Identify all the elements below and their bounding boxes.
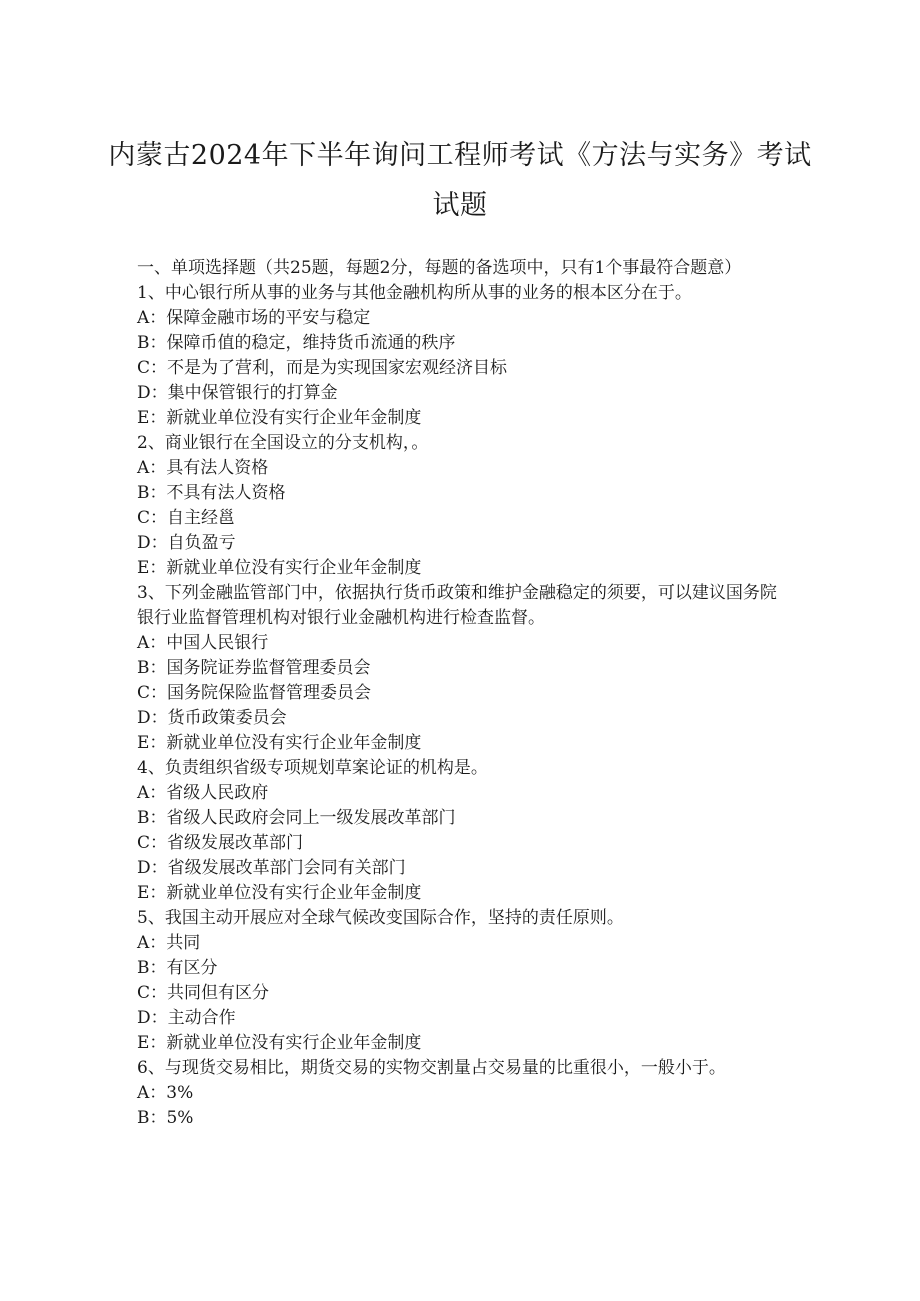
question-2: 2、商业银行在全国设立的分支机构，。 bbox=[137, 433, 429, 453]
option-4d: D：省级发展改革部门会同有关部门 bbox=[137, 858, 406, 878]
option-3a: A：中国人民银行 bbox=[137, 633, 269, 653]
option-5d: D：主动合作 bbox=[137, 1008, 236, 1028]
option-4a: A：省级人民政府 bbox=[137, 783, 269, 803]
question-5: 5、我国主动开展应对全球气候改变国际合作，坚持的责任原则。 bbox=[137, 908, 624, 928]
document-title-continued: 试题 bbox=[432, 190, 488, 221]
option-4c: C：省级发展改革部门 bbox=[137, 833, 304, 853]
option-5a: A：共同 bbox=[137, 933, 201, 953]
question-6: 6、与现货交易相比，期货交易的实物交割量占交易量的比重很小，一般小于。 bbox=[137, 1058, 726, 1078]
option-6a: A：3% bbox=[137, 1083, 194, 1103]
section-heading: 一、单项选择题（共25题，每题2分，每题的备选项中，只有1个事最符合题意） bbox=[137, 258, 742, 278]
option-3d: D：货币政策委员会 bbox=[137, 708, 287, 728]
option-1b: B：保障币值的稳定，维持货币流通的秩序 bbox=[137, 333, 456, 353]
question-1: 1、中心银行所从事的业务与其他金融机构所从事的业务的根本区分在于。 bbox=[137, 283, 692, 303]
question-3: 3、下列金融监管部门中，依据执行货币政策和维护金融稳定的须要，可以建议国务院银行业监督管理机构对银行业金融机构进行检查监督。 bbox=[137, 583, 777, 628]
option-5e: E：新就业单位没有实行企业年金制度 bbox=[137, 1033, 422, 1053]
option-2a: A：具有法人资格 bbox=[137, 458, 269, 478]
option-4e: E：新就业单位没有实行企业年金制度 bbox=[137, 883, 422, 903]
option-1d: D：集中保管银行的打算金 bbox=[137, 383, 338, 403]
question-4: 4、负责组织省级专项规划草案论证的机构是。 bbox=[137, 758, 488, 778]
option-1e: E：新就业单位没有实行企业年金制度 bbox=[137, 408, 422, 428]
option-5b: B：有区分 bbox=[137, 958, 218, 978]
document-title: 内蒙古2024年下半年询问工程师考试《方法与实务》考试 bbox=[108, 140, 812, 171]
option-5c: C：共同但有区分 bbox=[137, 983, 270, 1003]
option-2c: C：自主经邕 bbox=[137, 508, 236, 528]
option-2e: E：新就业单位没有实行企业年金制度 bbox=[137, 558, 422, 578]
option-1c: C：不是为了营利，而是为实现国家宏观经济目标 bbox=[137, 358, 508, 378]
option-4b: B：省级人民政府会同上一级发展改革部门 bbox=[137, 808, 456, 828]
option-3c: C：国务院保险监督管理委员会 bbox=[137, 683, 372, 703]
option-2b: B：不具有法人资格 bbox=[137, 483, 286, 503]
option-6b: B：5% bbox=[137, 1108, 194, 1128]
option-3b: B：国务院证券监督管理委员会 bbox=[137, 658, 371, 678]
option-3e: E：新就业单位没有实行企业年金制度 bbox=[137, 733, 422, 753]
option-2d: D：自负盈亏 bbox=[137, 533, 236, 553]
document-body bbox=[137, 256, 787, 1131]
option-1a: A：保障金融市场的平安与稳定 bbox=[137, 308, 371, 328]
